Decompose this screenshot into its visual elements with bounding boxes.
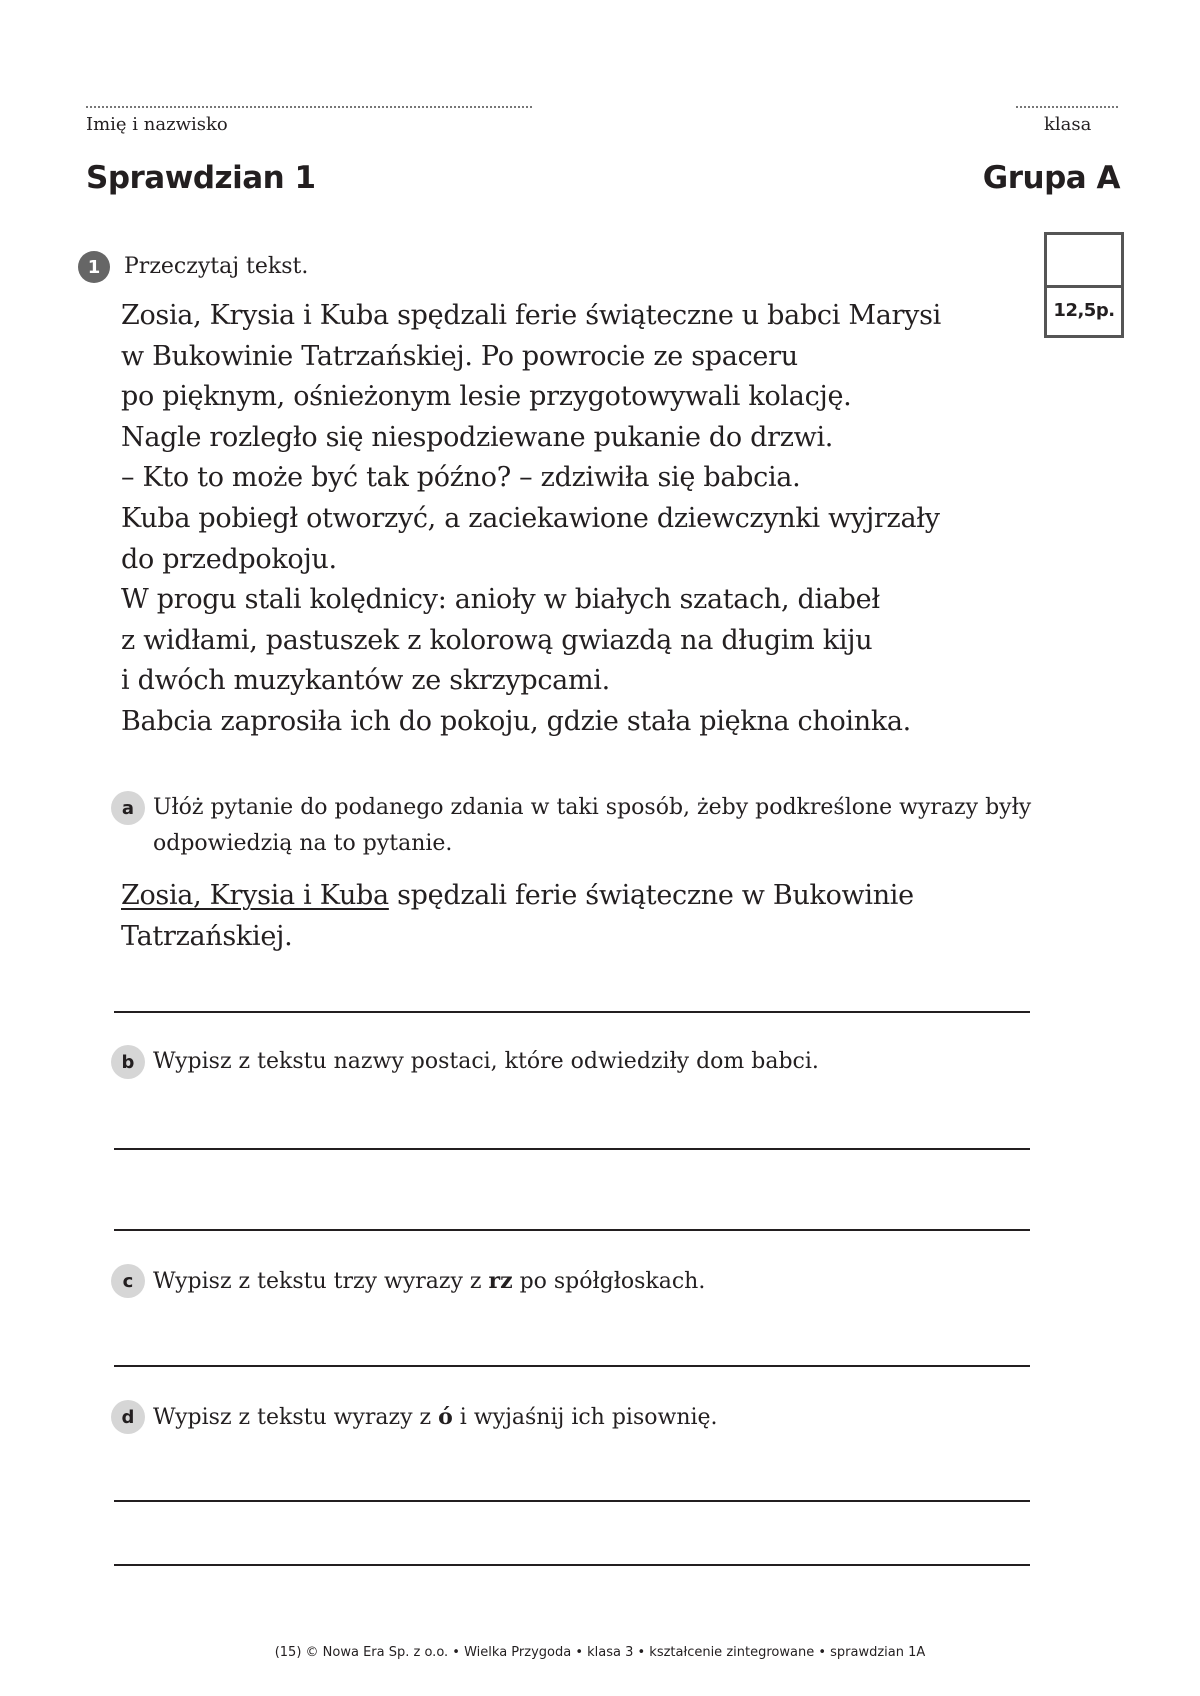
points-box [1044, 232, 1124, 338]
subtask-c-bold: rz [488, 1268, 513, 1294]
answer-line-a[interactable] [114, 1011, 1030, 1013]
subtask-c-instruction-post: po spółgłoskach. [512, 1269, 706, 1294]
class-label: klasa [1044, 114, 1092, 135]
reading-line: W progu stali kolędnicy: anioły w białych szatach, diabeł [121, 584, 880, 616]
reading-line: Kuba pobiegł otworzyć, a zaciekawione dziewczynki wyjrzały [121, 502, 940, 534]
subtask-c-instruction-pre: Wypisz z tekstu trzy wyrazy z [153, 1269, 489, 1294]
reading-line: do przedpokoju. [121, 543, 337, 575]
subtask-a-instruction [153, 790, 1113, 862]
subtask-d-instruction-post: i wyjaśnij ich pisownię. [452, 1405, 718, 1430]
points-score-field[interactable] [1047, 235, 1121, 288]
subtask-a-instruction-line2: odpowiedzią na to pytanie. [153, 831, 453, 856]
group-label: Grupa A [982, 160, 1120, 196]
task-number-badge: 1 [78, 251, 110, 283]
reading-line: Babcia zaprosiła ich do pokoju, gdzie stała piękna choinka. [121, 705, 911, 737]
reading-line: z widłami, pastuszek z kolorową gwiazdą na długim kiju [121, 624, 873, 656]
subtask-d-bold: ó [438, 1404, 453, 1430]
name-label: Imię i nazwisko [86, 114, 228, 135]
subtask-d-instruction [153, 1399, 718, 1436]
task-instruction: Przeczytaj tekst. [124, 254, 309, 279]
subtask-a-instruction-line1: Ułóż pytanie do podanego zdania w taki sposób, żeby podkreślone wyrazy były [153, 795, 1032, 820]
sentence-line2: Tatrzańskiej. [121, 920, 293, 952]
reading-line: Nagle rozległo się niespodziewane pukanie do drzwi. [121, 421, 834, 453]
subtask-c-badge: c [111, 1264, 145, 1298]
subtask-d-instruction-pre: Wypisz z tekstu wyrazy z [153, 1405, 439, 1430]
points-max: 12,5p. [1053, 300, 1115, 321]
answer-line-d2[interactable] [114, 1564, 1030, 1566]
subtask-d-badge: d [111, 1400, 145, 1434]
answer-line-c[interactable] [114, 1365, 1030, 1367]
underlined-subject: Zosia, Krysia i Kuba [121, 880, 389, 911]
subtask-b-badge: b [111, 1045, 145, 1079]
test-title: Sprawdzian 1 [86, 160, 316, 196]
subtask-c-instruction [153, 1263, 705, 1300]
sentence-rest: spędzali ferie świąteczne w Bukowinie [388, 880, 914, 911]
name-dotted-line[interactable] [86, 106, 532, 108]
footer-text: (15) © Nowa Era Sp. z o.o. • Wielka Przygoda • klasa 3 • kształcenie zintegrowane • sprawdzian 1A [274, 1645, 926, 1660]
reading-line: po pięknym, ośnieżonym lesie przygotowywali kolację. [121, 381, 852, 413]
reading-line: Zosia, Krysia i Kuba spędzali ferie świąteczne u babci Marysi [121, 300, 941, 331]
subtask-b-instruction: Wypisz z tekstu nazwy postaci, które odwiedziły dom babci. [153, 1049, 819, 1074]
answer-line-b1[interactable] [114, 1148, 1030, 1150]
reading-line: w Bukowinie Tatrzańskiej. Po powrocie ze spaceru [121, 340, 798, 372]
reading-line: i dwóch muzykantów ze skrzypcami. [121, 665, 610, 697]
answer-line-b2[interactable] [114, 1229, 1030, 1231]
class-dotted-line[interactable] [1016, 106, 1118, 108]
reading-text [121, 296, 1021, 743]
reading-line: – Kto to może być tak późno? – zdziwiła się babcia. [121, 462, 801, 494]
subtask-a-badge: a [111, 791, 145, 825]
answer-line-d1[interactable] [114, 1500, 1030, 1502]
subtask-a-sentence [121, 876, 1021, 957]
